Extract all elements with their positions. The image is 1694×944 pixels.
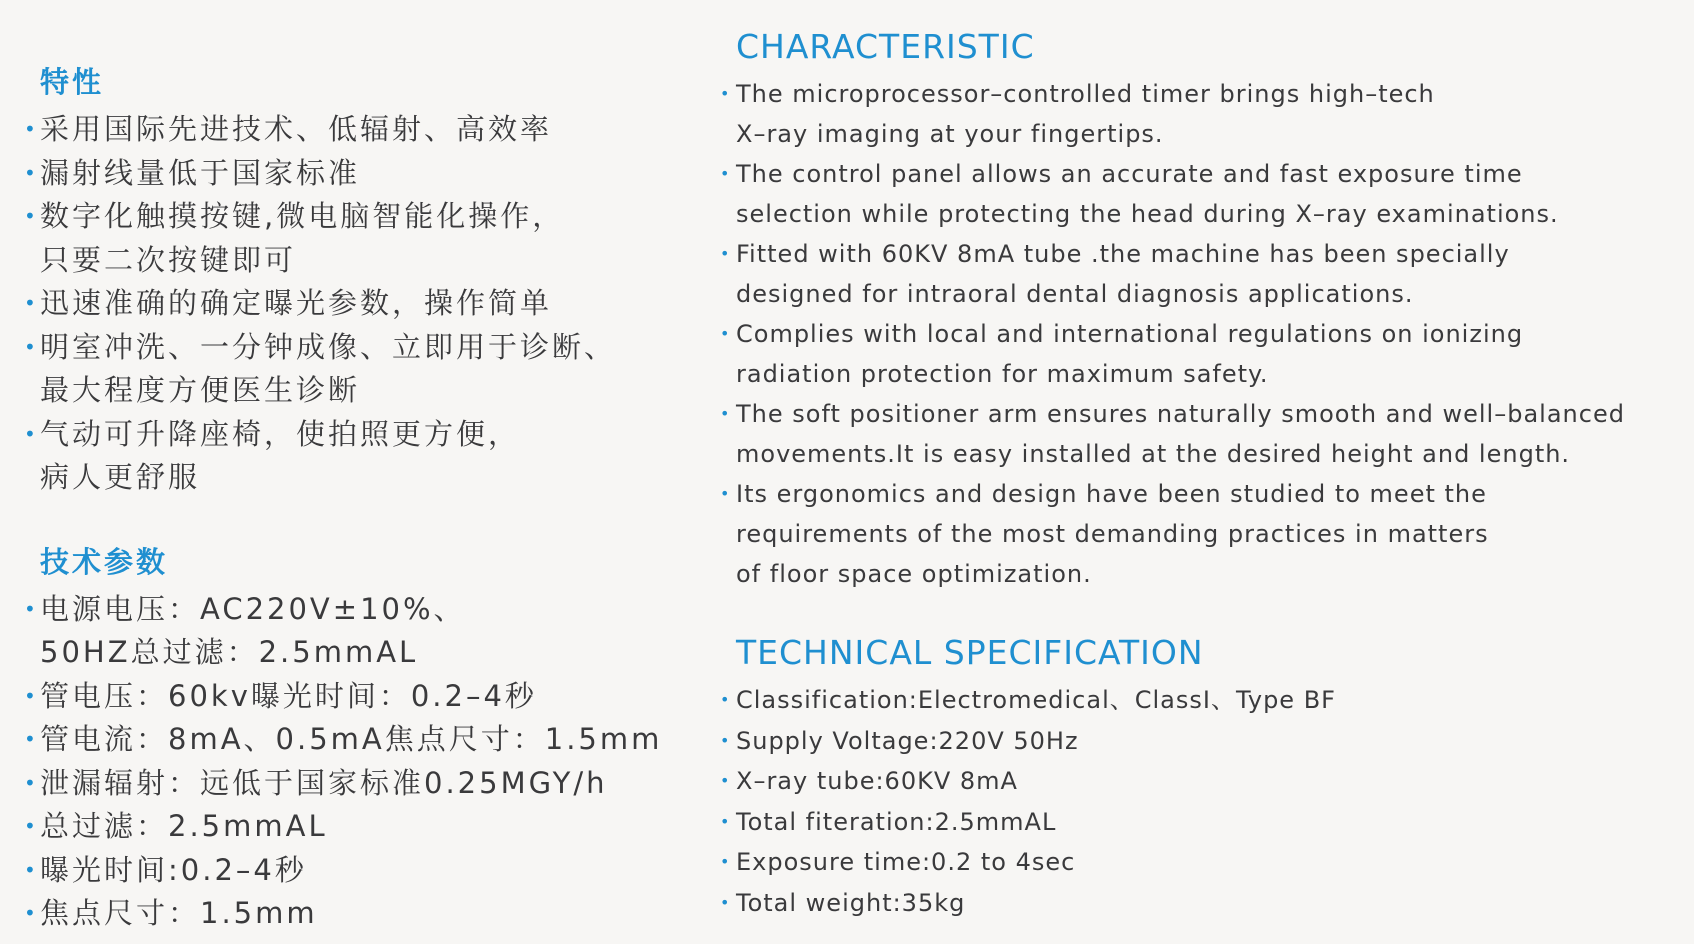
list-item-line: The soft positioner arm ensures naturally smooth and well–balanced [736, 400, 1625, 428]
bullet-icon: • [24, 421, 39, 446]
bullet-icon: • [720, 852, 731, 871]
bullet-icon: • [720, 771, 731, 790]
list-item-line: designed for intraoral dental diagnosis applications. [736, 280, 1414, 308]
list-item-line: 最大程度方便医生诊断 [40, 373, 361, 407]
list-item-line: Fitted with 60KV 8mA tube .the machine has been specially [736, 240, 1510, 268]
list-item-line: 漏射线量低于国家标准 [40, 155, 361, 190]
specs-cn-title: 技术参数 [40, 544, 169, 579]
list-item-line: 总过滤：2.5mmAL [40, 809, 328, 843]
list-item [718, 721, 1684, 762]
list-item-line: 焦点尺寸：1.5mm [40, 896, 318, 930]
bullet-icon: • [720, 690, 731, 709]
list-item-line: X–ray imaging at your fingertips. [736, 120, 1164, 148]
list-item [22, 152, 672, 196]
list-item [718, 314, 1684, 394]
list-item [22, 892, 672, 936]
bullet-icon: • [24, 160, 39, 185]
list-item [22, 675, 672, 719]
list-item-line: 50HZ总过滤：2.5mmAL [40, 635, 419, 669]
bullet-icon: • [24, 291, 39, 315]
bullet-icon: • [720, 484, 731, 503]
specification-list [718, 680, 1684, 923]
list-item [22, 849, 672, 893]
list-item-line: 病人更舒服 [40, 460, 201, 494]
bullet-icon: • [720, 404, 731, 423]
list-item [718, 234, 1684, 314]
list-item-line: 只要二次按键即可 [40, 242, 297, 277]
bullet-icon: • [24, 683, 39, 708]
features-cn-list [22, 108, 672, 500]
bullet-icon: • [720, 84, 731, 103]
list-item [718, 680, 1684, 721]
bullet-icon: • [720, 324, 731, 343]
bullet-icon: • [720, 892, 731, 912]
list-item [22, 195, 672, 282]
features-cn-title: 特性 [40, 65, 105, 99]
list-item-line: 管电流：8mA、0.5mA焦点尺寸：1.5mm [40, 722, 663, 756]
list-item [718, 802, 1684, 843]
list-item-line: movements.It is easy installed at the desired height and length. [736, 440, 1571, 468]
list-item-line: 泄漏辐射：远低于国家标准0.25MGY/h [40, 765, 608, 800]
bullet-icon: • [720, 164, 731, 183]
list-item-line: Exposure time:0.2 to 4sec [736, 848, 1076, 876]
list-item-line: of floor space optimization. [736, 560, 1092, 588]
bullet-icon: • [720, 244, 731, 263]
list-item-line: requirements of the most demanding practices in matters [736, 520, 1489, 548]
list-item [22, 282, 672, 326]
list-item-line: Classification:Electromedical、ClassI、Type BF [736, 686, 1336, 714]
list-item-line: Complies with local and international regulations on ionizing [736, 320, 1524, 348]
list-item-line: 迅速准确的确定曝光参数，操作简单 [40, 286, 553, 320]
list-item-line: selection while protecting the head during X–ray examinations. [736, 200, 1559, 228]
list-item [22, 762, 672, 806]
bullet-icon: • [24, 596, 39, 621]
list-item [718, 761, 1684, 802]
list-item [22, 805, 672, 849]
bullet-icon: • [24, 334, 39, 359]
list-item [22, 413, 672, 500]
list-item-line: The microprocessor–controlled timer brings high–tech [736, 80, 1435, 108]
list-item-line: Total weight:35kg [736, 888, 966, 917]
bullet-icon: • [24, 770, 39, 795]
list-item-line: Its ergonomics and design have been studied to meet the [736, 480, 1487, 508]
list-item [22, 326, 672, 413]
bullet-icon: • [24, 901, 39, 925]
list-item [718, 154, 1684, 234]
bullet-icon: • [720, 730, 731, 750]
list-item [718, 883, 1684, 924]
specification-title: TECHNICAL SPECIFICATION [736, 633, 1204, 672]
bullet-icon: • [24, 857, 39, 882]
bullet-icon: • [24, 117, 39, 141]
list-item [718, 474, 1684, 594]
list-item-line: 明室冲洗、一分钟成像、立即用于诊断、 [40, 329, 617, 364]
bullet-icon: • [24, 204, 39, 228]
bullet-icon: • [24, 814, 39, 838]
list-item-line: 采用国际先进技术、低辐射、高效率 [40, 112, 553, 146]
list-item [22, 108, 672, 152]
list-item-line: 电源电压：AC220V±10%、 [40, 591, 466, 626]
list-item-line: Supply Voltage:220V 50Hz [736, 726, 1079, 755]
list-item-line: radiation protection for maximum safety. [736, 360, 1269, 388]
list-item-line: 曝光时间:0.2–4秒 [40, 852, 307, 887]
list-item-line: X–ray tube:60KV 8mA [736, 767, 1018, 795]
list-item-line: 气动可升降座椅，使拍照更方便， [40, 416, 521, 451]
list-item [718, 394, 1684, 474]
list-item-line: 管电压：60kv曝光时间：0.2–4秒 [40, 678, 537, 713]
english-column [718, 26, 1684, 923]
list-item [718, 74, 1684, 154]
list-item [718, 842, 1684, 883]
chinese-column [22, 62, 672, 936]
list-item-line: The control panel allows an accurate and fast exposure time [736, 160, 1523, 188]
bullet-icon: • [24, 727, 39, 751]
bullet-icon: • [720, 811, 731, 831]
characteristic-title: CHARACTERISTIC [736, 27, 1035, 66]
list-item [22, 718, 672, 762]
list-item-line: 数字化触摸按键,微电脑智能化操作， [40, 199, 565, 233]
list-item [22, 588, 672, 675]
characteristic-list [718, 74, 1684, 594]
list-item-line: Total fiteration:2.5mmAL [736, 807, 1057, 836]
specs-cn-list [22, 588, 672, 936]
